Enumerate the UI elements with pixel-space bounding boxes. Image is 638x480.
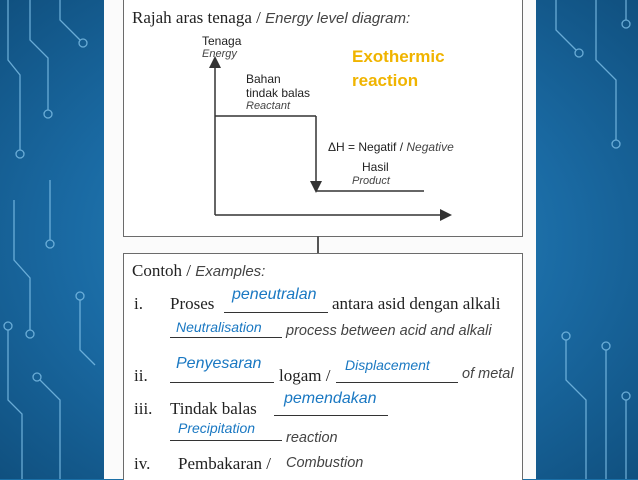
item-1-answer-en: Neutralisation: [176, 319, 262, 335]
item-1-answer-ms: peneutralan: [232, 286, 317, 303]
item-4-en-post: Combustion: [286, 455, 364, 471]
textbook-page: [104, 0, 536, 479]
circuit-decoration-left: [0, 0, 104, 479]
item-4-ms-pre: Pembakaran /: [178, 454, 271, 473]
examples-box: [123, 253, 523, 480]
item-1-blank-ms: [224, 312, 328, 313]
item-2-answer-ms: Penyesaran: [176, 355, 262, 372]
item-3-answer-ms: pemendakan: [284, 390, 377, 407]
product-label-ms: Hasil: [362, 160, 389, 174]
item-2-number: ii.: [134, 366, 148, 385]
examples-heading: [132, 261, 265, 281]
delta-h-en: Negative: [406, 140, 454, 154]
energy-level-diagram: [124, 0, 522, 236]
delta-h-label: [328, 140, 454, 154]
energy-diagram-box: [123, 0, 523, 237]
item-1-blank-en: [170, 337, 282, 338]
item-3-answer-en: Precipitation: [178, 420, 256, 436]
item-3-ms-pre: Tindak balas: [170, 399, 257, 418]
item-1-ms-post: antara asid dengan alkali: [332, 294, 501, 313]
reactant-label-en: Reactant: [246, 100, 291, 112]
item-1-en-post: process between acid and alkali: [286, 323, 492, 339]
item-1-number: i.: [134, 294, 143, 313]
examples-heading-ms: Contoh /: [132, 261, 192, 280]
overlay-line-1: Exothermic: [352, 47, 445, 66]
delta-h-ms: ΔH = Negatif /: [328, 140, 404, 154]
item-2-en-post: of metal: [462, 366, 514, 382]
examples-heading-en: Examples:: [195, 263, 266, 280]
item-2-blank-en: [336, 382, 458, 383]
item-2-answer-en: Displacement: [345, 357, 430, 373]
y-label-ms: Tenaga: [202, 34, 242, 48]
reactant-label-ms-1: Bahan: [246, 72, 281, 86]
item-3-blank-ms: [274, 415, 388, 416]
item-2-ms-mid: logam /: [279, 366, 331, 385]
exothermic-overlay-label: [352, 45, 492, 97]
diagram-heading-en: Energy level diagram:: [265, 10, 411, 27]
item-3-number: iii.: [134, 399, 153, 418]
item-3-en-post: reaction: [286, 430, 338, 446]
overlay-line-2: reaction: [352, 71, 419, 90]
item-1-ms-pre: Proses: [170, 294, 215, 313]
circuit-decoration-right: [536, 0, 638, 479]
box-connector: [317, 236, 319, 254]
item-3-blank-en: [170, 440, 282, 441]
item-4-number: iv.: [134, 454, 151, 473]
reactant-label-ms-2: tindak balas: [246, 86, 311, 100]
item-2-blank-ms: [170, 382, 274, 383]
y-label-en: Energy: [202, 48, 237, 60]
diagram-heading-ms: Rajah aras tenaga /: [132, 8, 261, 27]
product-label-en: Product: [352, 175, 390, 187]
